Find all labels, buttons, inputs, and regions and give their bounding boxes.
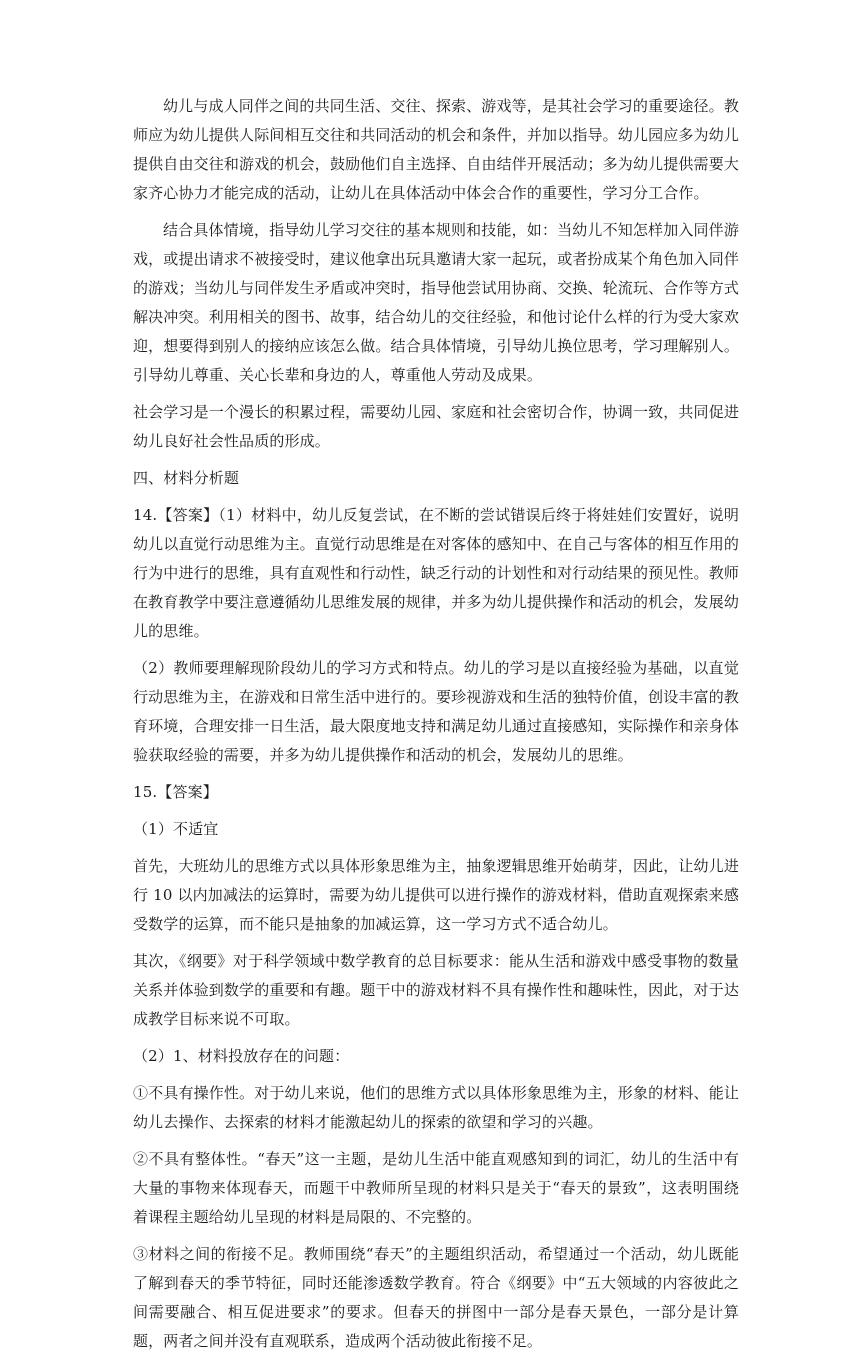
document-page — [133, 92, 739, 1364]
issue-1-not-operable: ①不具有操作性。对于幼儿来说，他们的思维方式以具体形象思维为主，形象的材料、能让幼儿去操作、去探索的材料才能激起幼儿的探索的欲望和学习的兴趣。 — [133, 1084, 740, 1131]
answer-15-part-2-heading: （2）1、材料投放存在的问题： — [133, 1047, 350, 1065]
answer-15-part-1-verdict: （1）不适宜 — [133, 820, 219, 838]
issue-2-not-holistic: ②不具有整体性。“春天”这一主题，是幼儿生活中能直观感知到的词汇，幼儿的生活中有大量的事物来体现春天，而题干中教师所呈现的材料只是关于“春天的景致”，这表明围绕着课程主题给幼儿呈现的材料是局限的、不完整的。 — [133, 1150, 739, 1226]
paragraph-social-learning-summary: 社会学习是一个漫长的积累过程，需要幼儿园、家庭和社会密切合作，协调一致，共同促进幼儿良好社会性品质的形成。 — [133, 403, 740, 450]
paragraph-social-learning-path: 幼儿与成人同伴之间的共同生活、交往、探索、游戏等，是其社会学习的重要途径。教师应为幼儿提供人际间相互交往和共同活动的机会和条件，并加以指导。幼儿园应多为幼儿提供自由交往和游戏的机会，鼓励他们自主选择、自由结伴开展活动；多为幼儿提供需要大家齐心协力才能完成的活动，让幼儿在具体活动中体会合作的重要性，学习分工合作。 — [133, 97, 740, 202]
issue-3-insufficient-connection: ③材料之间的衔接不足。教师围绕“春天”的主题组织活动，希望通过一个活动，幼儿既能了解到春天的季节特征，同时还能渗透数学教育。符合《纲要》中“五大领域的内容彼此之间需要融合、相互促进要求”的要求。但春天的拼图中一部分是春天景色，一部分是计算题，两者之间并没有直观联系，造成两个活动彼此衔接不足。 — [133, 1245, 739, 1350]
answer-14-part-1: 14.【答案】（1）材料中，幼儿反复尝试，在不断的尝试错误后终于将娃娃们安置好，说明幼儿以直觉行动思维为主。直觉行动思维是在对客体的感知中、在自己与客体的相互作用的行为中进行的思维，具有直观性和行动性，缺乏行动的计划性和对行动结果的预见性。教师在教育教学中要注意遵循幼儿思维发展的规律，并多为幼儿提供操作和活动的机会，发展幼儿的思维。 — [133, 506, 740, 640]
paragraph-interaction-guidance: 结合具体情境，指导幼儿学习交往的基本规则和技能，如：当幼儿不知怎样加入同伴游戏，或提出请求不被接受时，建议他拿出玩具邀请大家一起玩，或者扮成某个角色加入同伴的游戏；当幼儿与同伴发生矛盾或冲突时，指导他尝试用协商、交换、轮流玩、合作等方式解决冲突。利用相关的图书、故事，结合幼儿的交往经验，和他讨论什么样的行为受大家欢迎，想要得到别人的接纳应该怎么做。结合具体情境，引导幼儿换位思考，学习理解别人。引导幼儿尊重、关心长辈和身边的人，尊重他人劳动及成果。 — [133, 221, 740, 384]
answer-14-part-2: （2）教师要理解现阶段幼儿的学习方式和特点。幼儿的学习是以直接经验为基础，以直觉行动思维为主，在游戏和日常生活中进行的。要珍视游戏和生活的独特价值，创设丰富的教育环境，合理安排一日生活，最大限度地支持和满足幼儿通过直接感知，实际操作和亲身体验获取经验的需要，并多为幼儿提供操作和活动的机会，发展幼儿的思维。 — [133, 659, 740, 764]
section-heading-material-analysis: 四、材料分析题 — [133, 469, 240, 487]
answer-15-first-reason: 首先，大班幼儿的思维方式以具体形象思维为主，抽象逻辑思维开始萌芽，因此，让幼儿进行 10 以内加减法的运算时，需要为幼儿提供可以进行操作的游戏材料，借助直观探索来感受数学的运算，而不能只是抽象的加减运算，这一学习方式不适合幼儿。 — [133, 857, 740, 933]
answer-15-second-reason: 其次，《纲要》对于科学领域中数学教育的总目标要求：能从生活和游戏中感受事物的数量关系并体验到数学的重要和有趣。题干中的游戏材料不具有操作性和趣味性，因此，对于达成教学目标来说不可取。 — [133, 952, 740, 1028]
answer-15-heading: 15.【答案】 — [133, 783, 218, 801]
